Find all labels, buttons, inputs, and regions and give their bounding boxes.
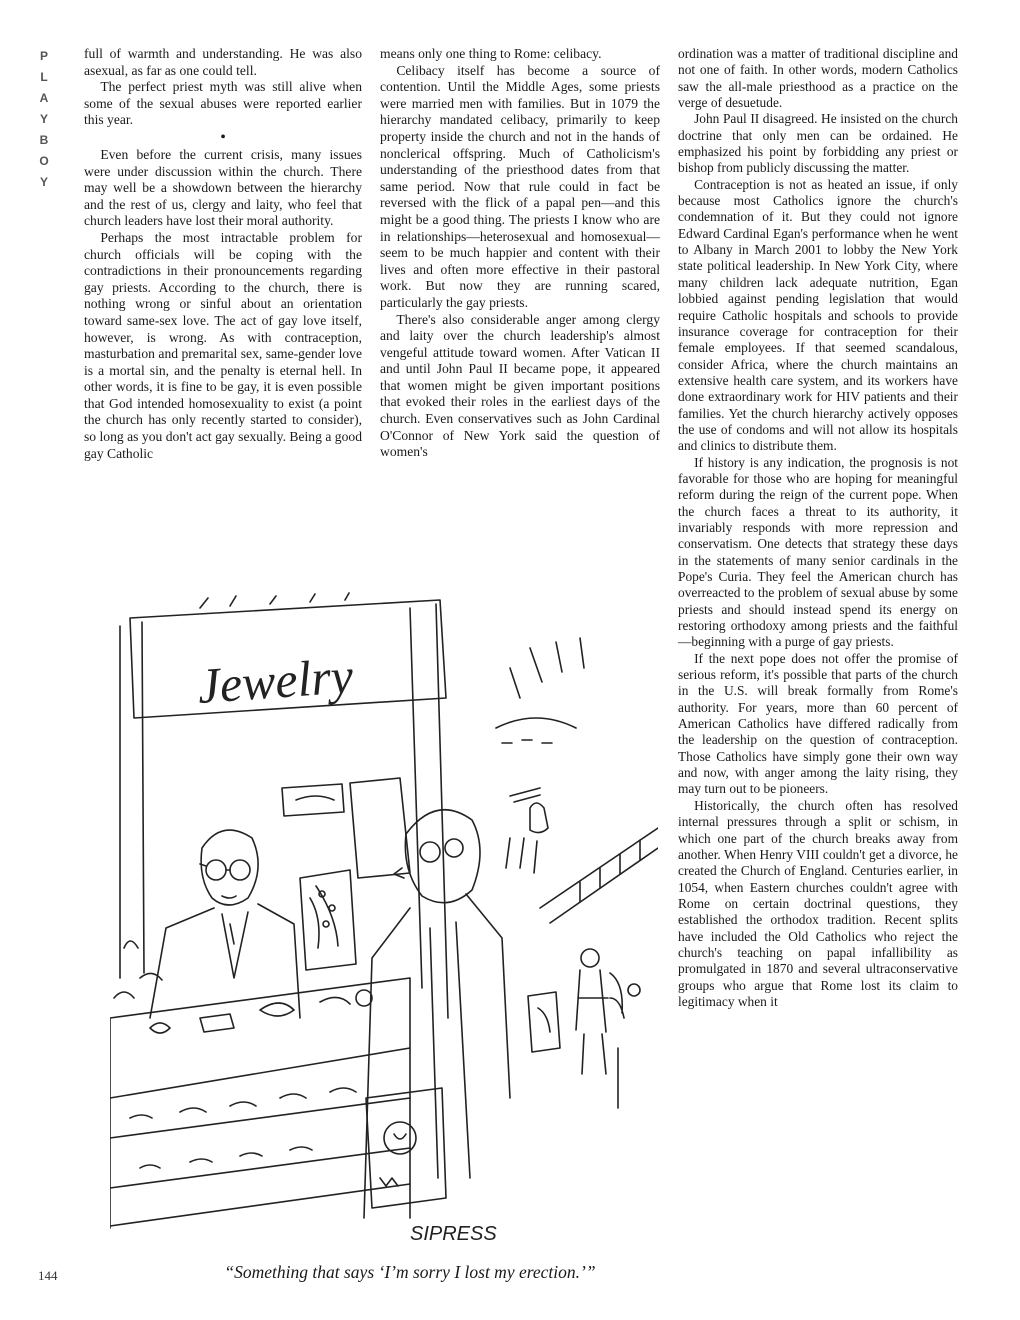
label-letter-1: P bbox=[39, 49, 48, 63]
label-letter-7: Y bbox=[39, 175, 48, 189]
label-letter-4: Y bbox=[39, 112, 48, 126]
section-separator: • bbox=[220, 128, 226, 146]
article-column-2 bbox=[380, 46, 660, 461]
paragraph: If history is any indication, the prognosis is not favorable for those who are hoping for meaningful reform during the reign of the current pope. When the church faces a threat to its authority, it invariably responds with more repression and conservatism. One detects that strategy these days in the statements of many senior cardinals in the Pope's Curia. They feel the American church has overreacted to the problem of sexual abuse by some priests and should instead spend its energy on restoring orthodoxy among priests and the faithful—beginning with a purge of gay priests. bbox=[678, 454, 958, 650]
shop-sign-text: Jewelry bbox=[195, 647, 355, 714]
paragraph: Celibacy itself has become a source of contention. Until the Middle Ages, some priests were married men with families. But in 1079 the hierarchy mandated celibacy, primarily to keep property inside the church and not in the hands of nonclerical offspring. Much of Catholicism's understanding of the priesthood dates from that same period. Now that rule could in fact be reversed with the flick of a papal pen—and this might be a good thing. The priests I know who are in relationships—heterosexual and homosexual—seem to be much happier and content with their lives and often more effective in their pastoral work. But now they are running scared, particularly the gay priests. bbox=[380, 62, 660, 310]
shopkeeper-figure bbox=[150, 830, 300, 1018]
label-letter-3: A bbox=[39, 91, 49, 105]
label-letter-5: B bbox=[39, 133, 49, 147]
paragraph: Perhaps the most intractable problem for church officials will be coping with the contradictions in their pronouncements regarding gay priests. According to the church, there is nothing wrong or sinful about an orientation toward same-sex love. The act of gay love itself, however, is wrong. As with contraception, masturbation and premarital sex, same-gender love is a mortal sin, and the penalty is eternal hell. In other words, it is fine to be gay, it is even possible that God intended homosexuality to exist (a point the church has only recently started to consider), so long as you don't act gay sexually. Being a good gay Catholic bbox=[84, 229, 362, 461]
label-letter-6: O bbox=[39, 154, 49, 168]
article-column-3 bbox=[678, 46, 958, 1010]
cartoonist-signature: SIPRESS bbox=[410, 1223, 497, 1245]
cartoon-illustration bbox=[110, 578, 658, 1246]
paragraph: Contraception is not as heated an issue, if only because most Catholics ignore the church's condemnation of it. But they could not ignore Edward Cardinal Egan's performance when he went to Albany in March 2001 to lobby the New York state political leadership. In New York City, where many children lack adequate nutrition, Egan lobbied against pending legislation that would require Catholic hospitals and schools to provide insurance coverage for contraception for their female employees. If that seemed scandalous, consider Africa, where the church maintains an extensive health care system, and its workers have done extraordinary work for HIV patients and their families. Yet the church hierarchy actively opposes the use of condoms and will not allow its hospitals and clinics to distribute them. bbox=[678, 176, 958, 454]
customer-figure bbox=[364, 810, 510, 1218]
cartoon-caption: “Something that says ‘I’m sorry I lost my erection.’” bbox=[224, 1262, 596, 1282]
paragraph: There's also considerable anger among clergy and laity over the church leadership's almost vengeful attitude toward women. After Vatican II and until John Paul II became pope, it appeared that women might be given important positions that evoked their roles in the earliest days of the church. Even conservatives such as John Cardinal O'Connor of New York said the question of women's bbox=[380, 311, 660, 460]
paragraph: Historically, the church often has resolved internal pressures through a split or schism, in which one part of the church breaks away from another. When Henry VIII couldn't get a divorce, he created the Church of England. Centuries earlier, in 1054, when Eastern churches couldn't agree with Rome on certain doctrinal questions, they established the orthodox tradition. Recent splits have included the Old Catholics who reject the church's teaching on papal infallibility as promulgated in 1870 and several ultraconservative groups who argue that Rome lost its claim to legitimacy when it bbox=[678, 797, 958, 1009]
label-letter-2: L bbox=[40, 70, 48, 84]
necklace-display bbox=[300, 870, 356, 970]
magazine-vertical-label bbox=[34, 46, 54, 193]
paragraph: ordination was a matter of traditional discipline and not one of faith. In other words, modern Catholics saw the all-male priesthood as a practice on the verge of desuetude. bbox=[678, 46, 958, 111]
background-store bbox=[282, 638, 658, 1108]
paragraph: means only one thing to Rome: celibacy. bbox=[380, 46, 602, 61]
paragraph: The perfect priest myth was still alive when some of the sexual abuses were reported earlier this year. bbox=[84, 79, 362, 128]
paragraph: If the next pope does not offer the promise of serious reform, it's possible that parts of the church in the U.S. will break formally from Rome's authority. For years, more than 60 percent of American Catholics have differed radically from the leadership on the question of contraception. Those Catholics have simply gone their own way and now, with anger among the laity rising, they may turn out to be pioneers. bbox=[678, 650, 958, 797]
paragraph: John Paul II disagreed. He insisted on the church doctrine that only men can be ordained. He emphasized his point by forbidding any priest or bishop from publicly discussing the matter. bbox=[678, 111, 958, 176]
page-number: 144 bbox=[38, 1268, 58, 1283]
paragraph: Even before the current crisis, many issues were under discussion within the church. There may well be a showdown between the hierarchy and the rest of us, clergy and laity, who feel that church leaders have lost their moral authority. bbox=[84, 146, 362, 229]
paragraph: full of warmth and understanding. He was also asexual, as far as one could tell. bbox=[84, 46, 362, 78]
article-column-1 bbox=[84, 46, 362, 462]
